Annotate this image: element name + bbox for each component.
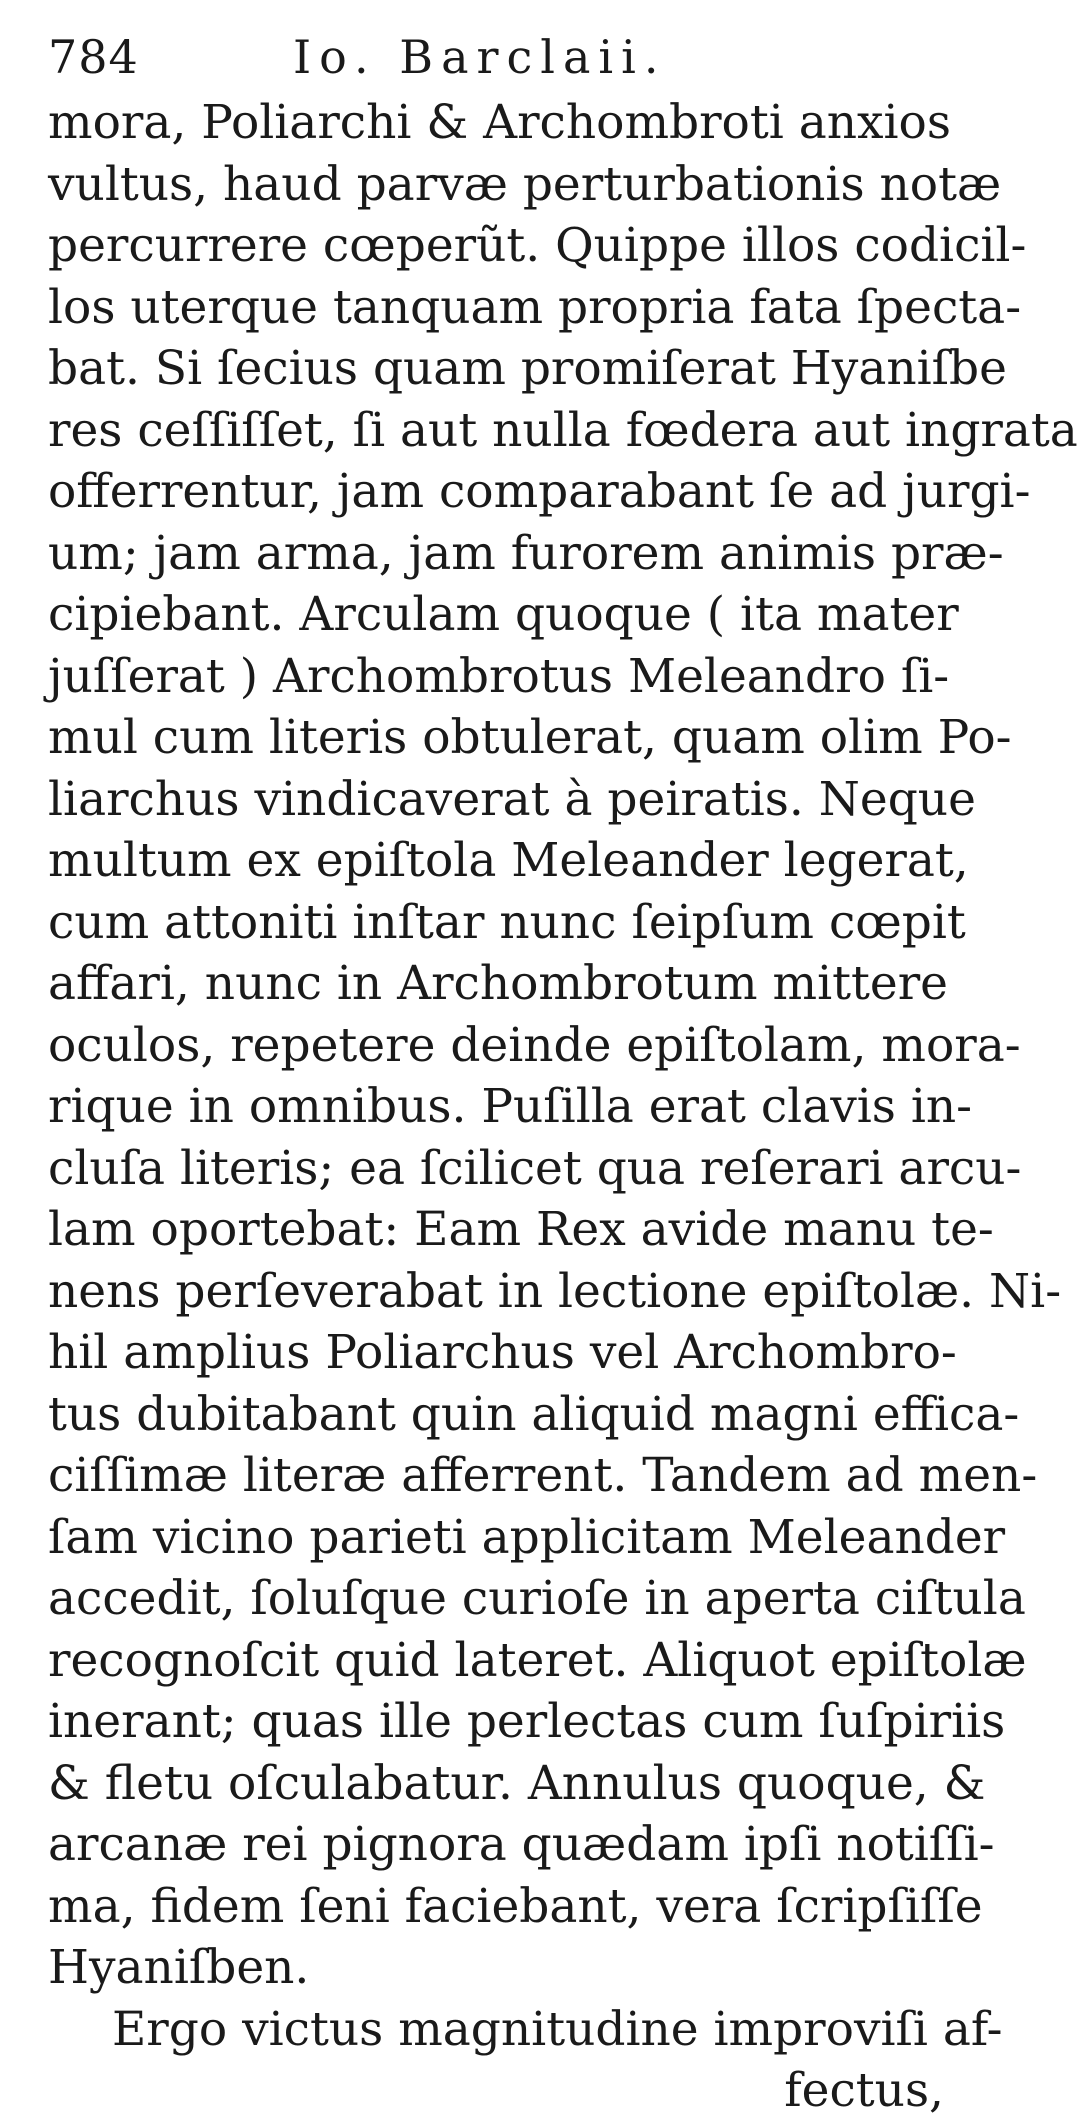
text-line: offerrentur, jam comparabant ſe ad jurgi- (48, 464, 1031, 519)
text-line: Ergo victus magnitudine improviſi af- (112, 2001, 1003, 2057)
text-line: tus dubitabant quin aliquid magni effica- (48, 1386, 1020, 1442)
text-line: juſſerat ) Archombrotus Meleandro ſi- (48, 648, 950, 704)
text-line: recognoſcit quid lateret. Aliquot epiſtolæ (48, 1632, 1027, 1688)
text-line: mora, Poliarchi & Archombroti anxios (48, 95, 951, 150)
body-text (48, 92, 1078, 2122)
text-line: arcanæ rei pignora quædam ipſi notiſſi- (48, 1817, 995, 1872)
running-head (48, 22, 944, 92)
text-line: ciſſimæ literæ afferrent. Tandem ad men- (48, 1448, 1038, 1503)
text-line: hil amplius Poliarchus vel Archombro- (48, 1325, 957, 1380)
text-line: los uterque tanquam propria fata ſpecta- (48, 279, 1022, 335)
text-line: accedit, ſoluſque curioſe in aperta ciſtula (48, 1571, 1026, 1626)
text-line: liarchus vindicaverat à peiratis. Neque (48, 771, 976, 827)
text-line: lam oportebat: Eam Rex avide manu te- (48, 1202, 994, 1257)
text-line: res ceſſiſſet, ſi aut nulla fœdera aut ingrata (48, 402, 1078, 458)
text-line: ma, fidem ſeni faciebant, vera ſcripſiſſe (48, 1878, 983, 1934)
text-line: mul cum literis obtulerat, quam olim Po- (48, 710, 1012, 765)
catchword: fectus, (784, 2063, 944, 2118)
text-line: ſam vicino parieti applicitam Meleander (48, 1509, 1006, 1565)
text-line: & fletu oſculabatur. Annulus quoque, & (48, 1755, 986, 1811)
text-line: affari, nunc in Archombrotum mittere (48, 956, 948, 1011)
text-line: multum ex epiſtola Meleander legerat, (48, 833, 969, 888)
text-line: cipiebant. Arculam quoque ( ita mater (48, 587, 959, 642)
text-line: inerant; quas ille perlectas cum ſuſpiriis (48, 1694, 1006, 1749)
text-line: cluſa literis; ea ſcilicet qua reſerari arcu- (48, 1140, 1022, 1196)
text-line: vultus, haud parvæ perturbationis notæ (48, 156, 1002, 212)
text-line: Hyaniſben. (48, 1940, 310, 1995)
text-line: rique in omnibus. Puſilla erat clavis in- (48, 1079, 973, 1134)
text-line: percurrere cœperũt. Quippe illos codicil- (48, 218, 1027, 273)
text-line: nens perſeverabat in lectione epiſtolæ. Ni- (48, 1263, 1062, 1319)
text-line: cum attoniti inſtar nunc ſeipſum cœpit (48, 894, 966, 950)
running-title: Io. Barclaii. (293, 30, 667, 84)
text-line: bat. Si ſecius quam promiſerat Hyaniſbe (48, 341, 1007, 396)
text-line: oculos, repetere deinde epiſtolam, mora- (48, 1017, 1021, 1073)
text-line: um; jam arma, jam furorem animis præ- (48, 525, 1004, 581)
page-number: 784 (48, 30, 139, 84)
